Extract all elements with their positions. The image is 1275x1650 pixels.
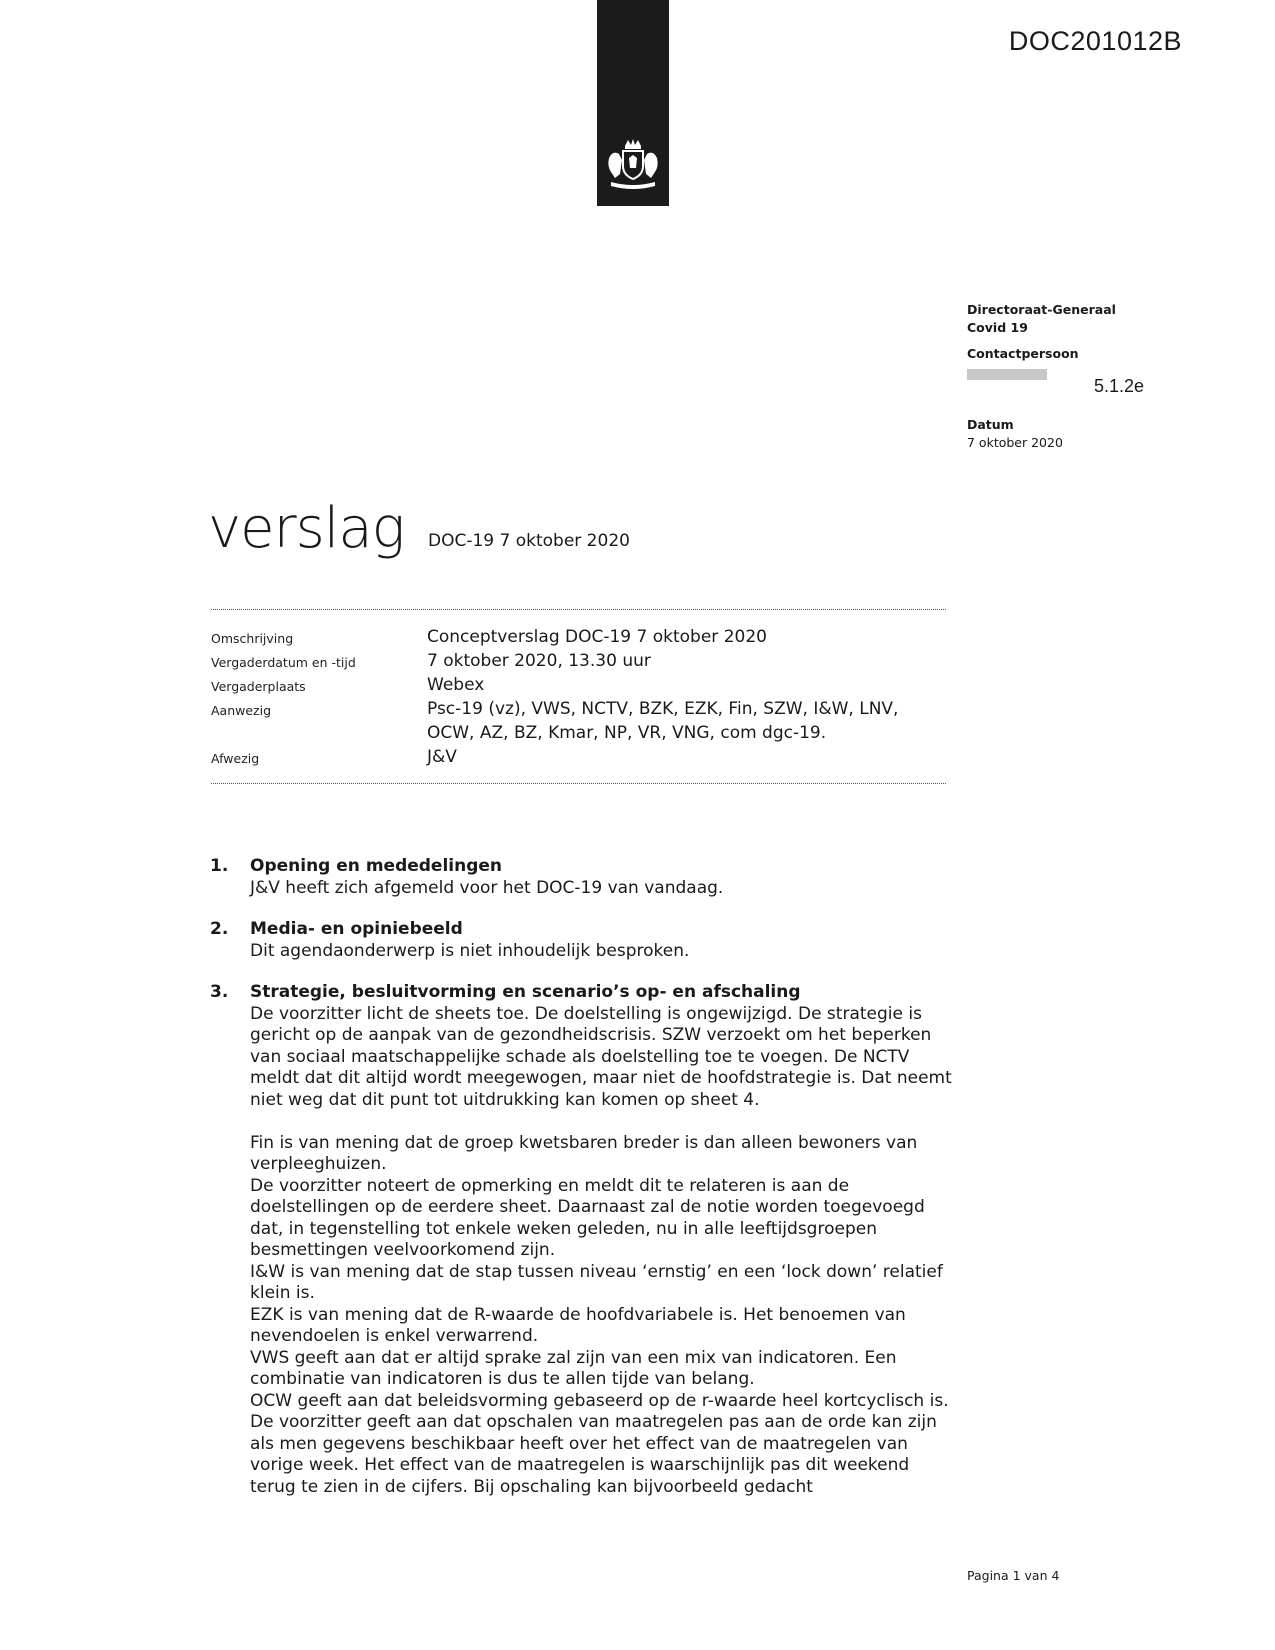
agenda-item-text: Dit agendaonderwerp is niet inhoudelijk besproken. bbox=[250, 940, 690, 961]
agenda-item-number: 1. bbox=[210, 856, 229, 876]
document-subtitle: DOC-19 7 oktober 2020 bbox=[428, 531, 630, 551]
agenda-item-text: J&V heeft zich afgemeld voor het DOC-19 van vandaag. bbox=[250, 877, 724, 898]
meta-row bbox=[211, 745, 946, 769]
sidebar-info bbox=[967, 301, 1207, 452]
meta-value: Conceptverslag DOC-19 7 oktober 2020 bbox=[427, 627, 767, 647]
meta-value: 7 oktober 2020, 13.30 uur bbox=[427, 651, 651, 671]
meta-label: Vergaderplaats bbox=[211, 679, 306, 694]
contact-label: Contactpersoon bbox=[967, 346, 1079, 361]
meta-row bbox=[211, 673, 946, 697]
date-label: Datum bbox=[967, 417, 1014, 432]
meta-row bbox=[211, 697, 946, 745]
org-name-line1: Directoraat-Generaal bbox=[967, 302, 1116, 317]
meta-label: Omschrijving bbox=[211, 631, 294, 646]
document-type-title: verslag bbox=[208, 496, 405, 561]
paragraph: I&W is van mening dat de stap tussen niveau ‘ernstig’ en een ‘lock down’ relatief klein is. bbox=[250, 1261, 943, 1303]
agenda-item-number: 3. bbox=[210, 982, 229, 1002]
date-value: 7 oktober 2020 bbox=[967, 435, 1063, 450]
meta-value: J&V bbox=[427, 747, 457, 767]
agenda-item bbox=[210, 856, 955, 899]
page-number: Pagina 1 van 4 bbox=[967, 1568, 1060, 1583]
agenda-item-title: Strategie, besluitvorming en scenario’s op- en afschaling bbox=[250, 982, 801, 1002]
meta-table bbox=[211, 625, 946, 769]
redaction-code: 5.1.2e bbox=[1094, 376, 1145, 396]
paragraph: Fin is van mening dat de groep kwetsbaren breder is dan alleen bewoners van verpleeghuizen. bbox=[250, 1132, 918, 1174]
paragraph: OCW geeft aan dat beleidsvorming gebaseerd op de r-waarde heel kortcyclisch is. bbox=[250, 1390, 949, 1411]
divider-top bbox=[211, 609, 946, 610]
meta-label: Afwezig bbox=[211, 751, 260, 766]
paragraph: De voorzitter geeft aan dat opschalen van maatregelen pas aan de orde kan zijn als men gegevens beschikbaar heeft over het effect van de maatregelen van vorige week. Het effect van de maatregelen is waarschijnlijk pas dit weekend terug te zien in de cijfers. Bij opschaling kan bijvoorbeeld gedacht bbox=[250, 1412, 937, 1497]
divider-bottom bbox=[211, 783, 946, 784]
coat-of-arms-icon bbox=[603, 138, 663, 192]
agenda-item bbox=[210, 982, 955, 1498]
agenda-item-title: Opening en mededelingen bbox=[250, 856, 503, 876]
paragraph: De voorzitter licht de sheets toe. De doelstelling is ongewijzigd. De strategie is gericht op de aanpak van de gezondheidscrisis. SZW verzoekt om het beperken van sociaal maatschappelijke schade als doelstelling toe te voegen. De NCTV meldt dat dit altijd wordt meegewogen, maar niet de hoofdstrategie is. Dat neemt niet weg dat dit punt tot uitdrukking kan komen op sheet 4. bbox=[250, 1003, 952, 1110]
agenda-item-number: 2. bbox=[210, 919, 229, 939]
emblem-bar bbox=[597, 0, 669, 206]
document-id: DOC201012B bbox=[1008, 26, 1182, 56]
agenda-sections bbox=[210, 856, 955, 1518]
meta-value: Webex bbox=[427, 675, 485, 695]
agenda-item bbox=[210, 919, 955, 962]
org-name-line2: Covid 19 bbox=[967, 320, 1028, 335]
paragraph: VWS geeft aan dat er altijd sprake zal zijn van een mix van indicatoren. Een combinatie van indicatoren is dus te allen tijde van belang. bbox=[250, 1347, 897, 1389]
paragraph: EZK is van mening dat de R-waarde de hoofdvariabele is. Het benoemen van nevendoelen is enkel verwarrend. bbox=[250, 1304, 906, 1346]
paragraph: De voorzitter noteert de opmerking en meldt dit te relateren is aan de doelstellingen op de eerdere sheet. Daarnaast zal de notie worden toegevoegd dat, in tegenstelling tot enkele weken geleden, nu in alle leeftijdsgroepen besmettingen veelvoorkomend zijn. bbox=[250, 1175, 925, 1260]
agenda-item-title: Media- en opiniebeeld bbox=[250, 919, 463, 939]
meta-label: Vergaderdatum en -tijd bbox=[211, 655, 356, 670]
meta-row bbox=[211, 625, 946, 649]
meta-value: Psc-19 (vz), VWS, NCTV, BZK, EZK, Fin, SZW, I&W, LNV, OCW, AZ, BZ, Kmar, NP, VR, VNG, com dgc-19. bbox=[427, 699, 899, 743]
meta-row bbox=[211, 649, 946, 673]
redaction-bar bbox=[967, 369, 1047, 380]
meta-label: Aanwezig bbox=[211, 703, 272, 718]
